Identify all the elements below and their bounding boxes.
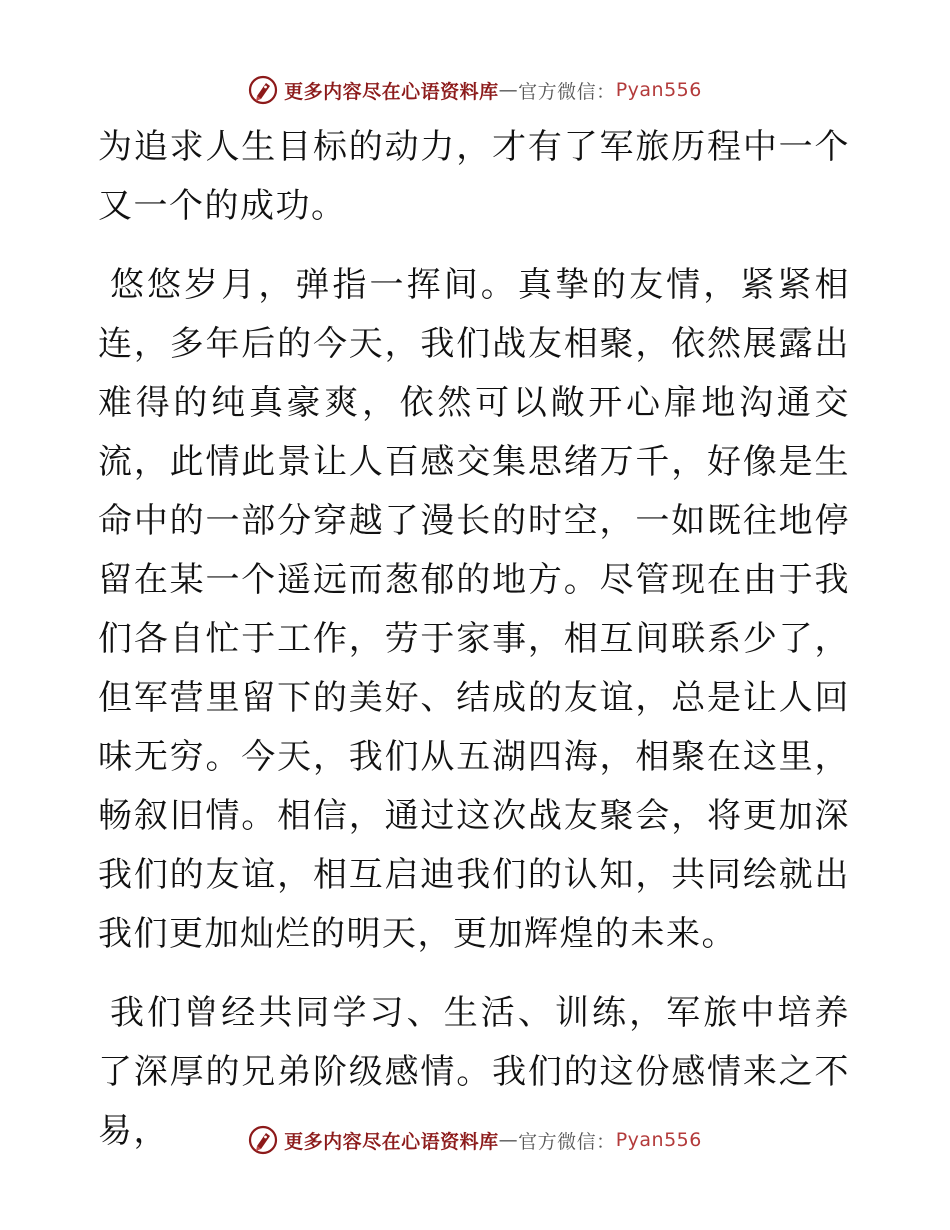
document-body <box>98 118 850 1161</box>
watermark-wechat-id: Pyan556 <box>615 79 702 101</box>
watermark-dash: — <box>498 79 519 101</box>
paragraph-1: 为追求人生目标的动力，才有了军旅历程中一个又一个的成功。 <box>98 127 850 226</box>
watermark-dash: — <box>498 1129 519 1151</box>
watermark-site-name: 更多内容尽在心语资料库 <box>284 1130 499 1153</box>
footer-watermark <box>0 1120 950 1160</box>
paragraph-2: 悠悠岁月，弹指一挥间。真挚的友情，紧紧相连，多年后的今天，我们战友相聚，依然展露出难得的纯真豪爽，依然可以敞开心扉地沟通交流，此情此景让人百感交集思绪万千，好像是生命中的一部分穿越了漫长的时空，一如既往地停留在某一个遥远而葱郁的地方。尽管现在由于我们各自忙于工作，劳于家事，相互间联系少了，但军营里留下的美好、结成的友谊，总是让人回味无穷。今天，我们从五湖四海，相聚在这里，畅叙旧情。相信，通过这次战友聚会，将更加深我们的友谊，相互启迪我们的认知，共同绘就出我们更加灿烂的明天，更加辉煌的未来。 <box>98 265 850 954</box>
paragraph-3: 我们曾经共同学习、生活、训练，军旅中培养了深厚的兄弟阶级感情。我们的这份感情来之不易， <box>98 993 850 1151</box>
watermark-wechat-label: 官方微信： <box>518 80 616 103</box>
watermark-wechat-label: 官方微信： <box>518 1130 616 1153</box>
watermark-site-name: 更多内容尽在心语资料库 <box>284 80 499 103</box>
watermark-text <box>284 1127 702 1154</box>
watermark-text <box>284 77 702 104</box>
header-watermark <box>0 70 950 110</box>
watermark-wechat-id: Pyan556 <box>615 1129 702 1151</box>
pen-nib-logo-icon <box>248 1125 278 1155</box>
pen-nib-logo-icon <box>248 75 278 105</box>
